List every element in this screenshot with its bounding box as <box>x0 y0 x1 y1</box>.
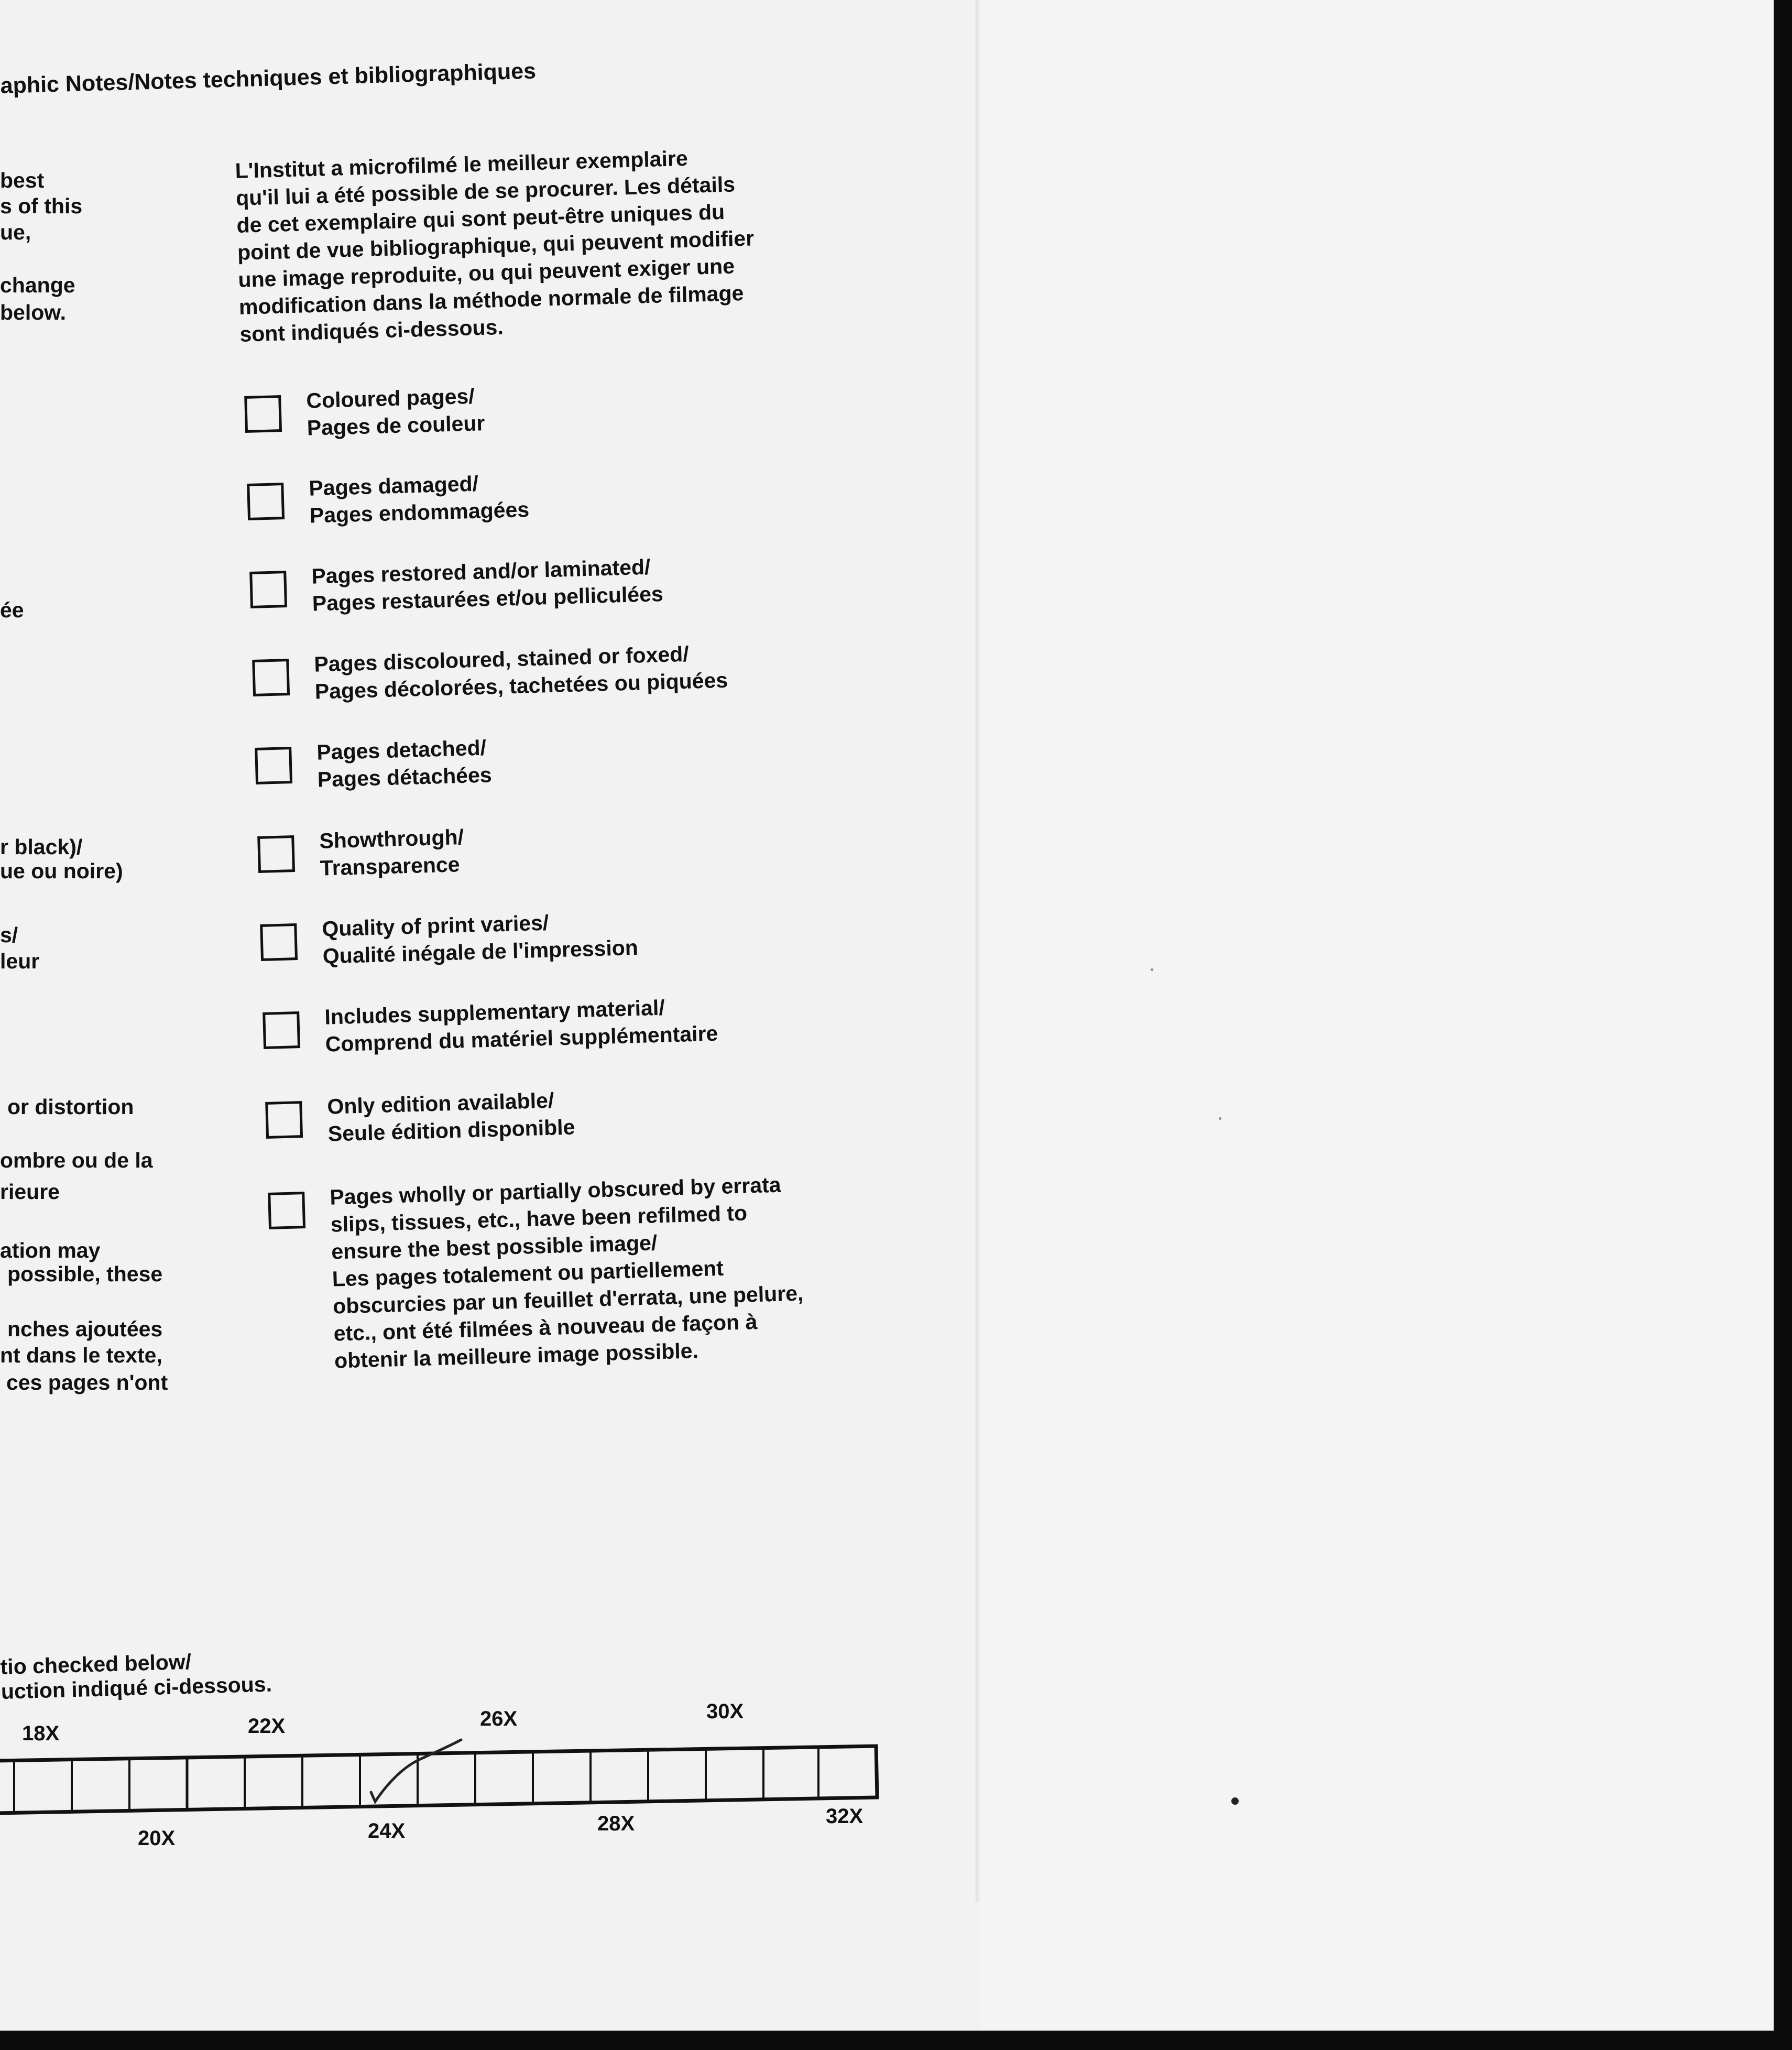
dust-speck <box>1231 1797 1239 1805</box>
fragment-text: best <box>0 168 45 192</box>
fragment-text: s/ <box>0 923 18 947</box>
checklist-label: Seule édition disponible <box>327 1115 575 1146</box>
intro-line: L'Institut a microfilmé le meilleur exemplaire <box>235 146 689 183</box>
scale-outline <box>0 1746 877 1813</box>
checklist-label: Transparence <box>320 852 461 880</box>
fragment-text: ation may <box>0 1238 101 1262</box>
checkbox[interactable] <box>255 747 292 784</box>
scale-label-bottom: 20X <box>138 1827 176 1850</box>
intro-line: point de vue bibliographique, qui peuvent modifier <box>237 226 755 265</box>
fragment-text: rieure <box>0 1180 60 1204</box>
scale-label-bottom: 28X <box>597 1812 635 1835</box>
checklist-label: Pages wholly or partially obscured by errata <box>329 1172 782 1209</box>
checklist-label: obscurcies par un feuillet d'errata, une pelure, <box>332 1281 804 1318</box>
check-mark-icon <box>371 1740 461 1802</box>
intro-line: sont indiqués ci-dessous. <box>239 314 504 346</box>
checklist-label: Pages restaurées et/ou pelliculées <box>312 581 664 616</box>
checklist-label: Pages endommagées <box>309 497 530 528</box>
checklist-label: Pages discoloured, stained or foxed/ <box>313 641 690 677</box>
scale-label-top: 22X <box>248 1715 286 1738</box>
reduction-ratio-text <box>0 1648 272 1704</box>
intro-line: qu'il lui a été possible de se procurer. Les détails <box>235 172 736 210</box>
checkbox[interactable] <box>260 923 298 961</box>
fragment-text: ue, <box>0 220 31 244</box>
scale-label-top: 18X <box>22 1722 60 1745</box>
scale-label-top: 26X <box>480 1707 518 1730</box>
checklist-label: Pages de couleur <box>307 411 485 440</box>
checklist-label: Pages décolorées, tachetées ou piquées <box>314 668 728 704</box>
checklist-label: Pages restored and/or laminated/ <box>311 554 651 588</box>
scale-grid <box>0 1724 886 1829</box>
checklist-label: obtenir la meilleure image possible. <box>334 1338 699 1373</box>
dust-speck <box>1151 968 1153 971</box>
intro-paragraph <box>235 143 757 347</box>
page-fold <box>975 0 980 1902</box>
fragment-text: s of this <box>0 194 83 218</box>
checkbox[interactable] <box>252 659 290 696</box>
checklist-label: Coloured pages/ <box>305 384 475 413</box>
fragment-text: change <box>0 273 75 297</box>
fragment-text: ue ou noire) <box>0 859 123 883</box>
intro-line: de cet exemplaire qui sont peut-être uniques du <box>236 199 725 237</box>
checkbox[interactable] <box>263 1011 300 1049</box>
checklist-label: Showthrough/ <box>319 825 464 853</box>
fragment-text: ée <box>0 598 24 622</box>
fragment-text: ombre ou de la <box>0 1148 153 1172</box>
scale-label-bottom: 24X <box>368 1819 406 1842</box>
checklist-label: ensure the best possible image/ <box>331 1230 658 1264</box>
fragment-text: or distortion <box>7 1095 134 1119</box>
checklist-label: Pages détachées <box>317 762 493 792</box>
checklist-label: Pages detached/ <box>316 735 487 765</box>
reduction-line: uction indiqué ci-dessous. <box>1 1672 272 1704</box>
fragment-text: below. <box>0 300 67 324</box>
checklist-label: slips, tissues, etc., have been refilmed to <box>330 1201 748 1237</box>
checkbox[interactable] <box>249 571 287 608</box>
checklist-label: Includes supplementary material/ <box>324 995 665 1029</box>
reduction-line: tio checked below/ <box>0 1649 192 1679</box>
fragment-text: leur <box>0 949 40 973</box>
fragment-text: r black)/ <box>0 835 83 859</box>
fragment-text: nches ajoutées <box>7 1317 163 1341</box>
scale-label-top: 30X <box>706 1700 744 1723</box>
blank-facing-page <box>980 0 1774 2031</box>
checklist-label: Les pages totalement ou partiellement <box>332 1256 724 1291</box>
checkbox[interactable] <box>268 1192 305 1229</box>
checklist-label: Only edition available/ <box>326 1088 554 1119</box>
checklist-label: etc., ont été filmées à nouveau de façon à <box>333 1310 758 1346</box>
checklist-label: Qualité inégale de l'impression <box>322 935 639 968</box>
fragment-text: nt dans le texte, <box>0 1343 162 1367</box>
fragment-text: possible, these <box>7 1262 163 1286</box>
checklist-label: Quality of print varies/ <box>321 910 549 941</box>
checklist-label: Comprend du matériel supplémentaire <box>325 1021 718 1056</box>
intro-line: une image reproduite, ou qui peuvent exiger une <box>237 254 735 292</box>
page-title: aphic Notes/Notes techniques et bibliographiques <box>0 58 537 99</box>
checklist-label: Pages damaged/ <box>308 471 479 500</box>
dust-speck <box>1219 1117 1221 1120</box>
fragment-text: ces pages n'ont <box>6 1370 168 1394</box>
checkbox[interactable] <box>265 1101 303 1139</box>
checkbox[interactable] <box>247 483 285 520</box>
checkbox[interactable] <box>244 395 282 433</box>
scale-label-bottom: 32X <box>826 1805 864 1828</box>
intro-line: modification dans la méthode normale de filmage <box>238 280 744 319</box>
checkbox[interactable] <box>257 835 295 873</box>
